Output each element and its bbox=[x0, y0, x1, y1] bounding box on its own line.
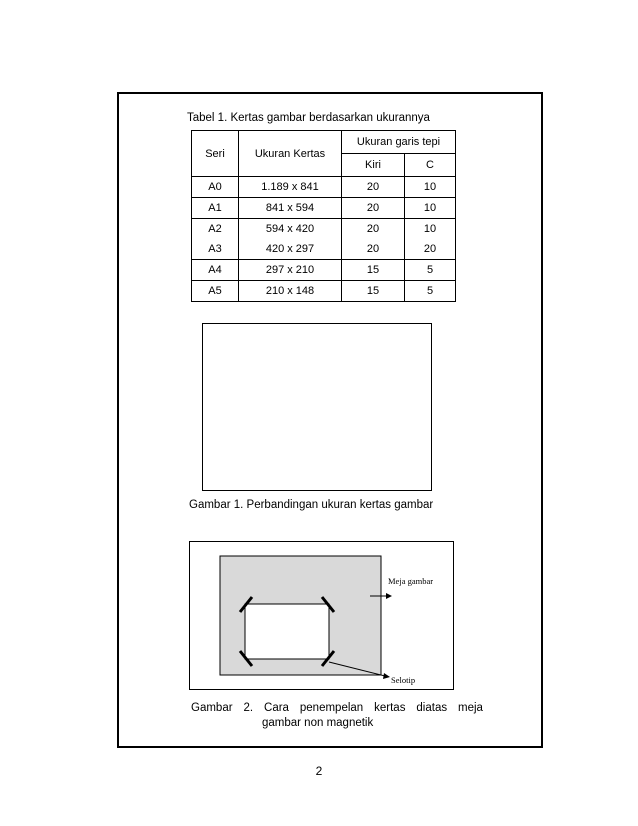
drawing-paper-shape bbox=[245, 604, 329, 659]
cell-seri: A3 bbox=[192, 239, 239, 260]
cell-ukuran: 297 x 210 bbox=[239, 260, 342, 281]
cell-seri: A2 bbox=[192, 219, 239, 240]
cell-ukuran: 594 x 420 bbox=[239, 219, 342, 240]
table-row bbox=[192, 281, 456, 302]
cell-c: 5 bbox=[405, 260, 456, 281]
cell-c: 10 bbox=[405, 198, 456, 219]
arrow-head-table bbox=[386, 593, 392, 599]
figure2-caption-line2: gambar non magnetik bbox=[262, 717, 374, 729]
label-selotip: Selotip bbox=[391, 675, 416, 685]
header-seri: Seri bbox=[192, 131, 239, 177]
table-row bbox=[192, 177, 456, 198]
caption-word: kertas bbox=[374, 702, 406, 714]
cell-seri: A1 bbox=[192, 198, 239, 219]
cell-kiri: 20 bbox=[342, 177, 405, 198]
header-kiri: Kiri bbox=[342, 154, 405, 177]
table-caption: Tabel 1. Kertas gambar berdasarkan ukurannya bbox=[187, 112, 430, 124]
caption-word: Cara bbox=[264, 702, 289, 714]
cell-seri: A0 bbox=[192, 177, 239, 198]
cell-kiri: 20 bbox=[342, 219, 405, 240]
cell-c: 20 bbox=[405, 239, 456, 260]
cell-seri: A5 bbox=[192, 281, 239, 302]
cell-seri: A4 bbox=[192, 260, 239, 281]
cell-kiri: 20 bbox=[342, 198, 405, 219]
caption-word: diatas bbox=[416, 702, 448, 714]
caption-word: penempelan bbox=[299, 702, 364, 714]
caption-word: meja bbox=[458, 702, 483, 714]
table-row bbox=[192, 260, 456, 281]
cell-c: 10 bbox=[405, 219, 456, 240]
cell-ukuran: 841 x 594 bbox=[239, 198, 342, 219]
table-row bbox=[192, 219, 456, 240]
label-meja-gambar: Meja gambar bbox=[388, 576, 434, 586]
table-row bbox=[192, 198, 456, 219]
paper-size-table bbox=[191, 130, 456, 302]
header-ukuran-garis-tepi: Ukuran garis tepi bbox=[342, 131, 456, 154]
cell-c: 5 bbox=[405, 281, 456, 302]
caption-word: Gambar bbox=[191, 702, 233, 714]
cell-ukuran: 420 x 297 bbox=[239, 239, 342, 260]
figure1-box bbox=[202, 323, 432, 491]
figure1-caption: Gambar 1. Perbandingan ukuran kertas gambar bbox=[189, 499, 434, 511]
caption-word: 2. bbox=[243, 702, 254, 714]
cell-ukuran: 1.189 x 841 bbox=[239, 177, 342, 198]
cell-kiri: 15 bbox=[342, 281, 405, 302]
page-number: 2 bbox=[315, 764, 323, 778]
arrow-head-tape bbox=[383, 673, 390, 679]
header-ukuran-kertas: Ukuran Kertas bbox=[239, 131, 342, 177]
cell-kiri: 20 bbox=[342, 239, 405, 260]
figure2-diagram bbox=[189, 541, 454, 690]
cell-kiri: 15 bbox=[342, 260, 405, 281]
cell-ukuran: 210 x 148 bbox=[239, 281, 342, 302]
header-c: C bbox=[405, 154, 456, 177]
figure2-caption-line1 bbox=[191, 702, 483, 714]
cell-c: 10 bbox=[405, 177, 456, 198]
table-row bbox=[192, 239, 456, 260]
